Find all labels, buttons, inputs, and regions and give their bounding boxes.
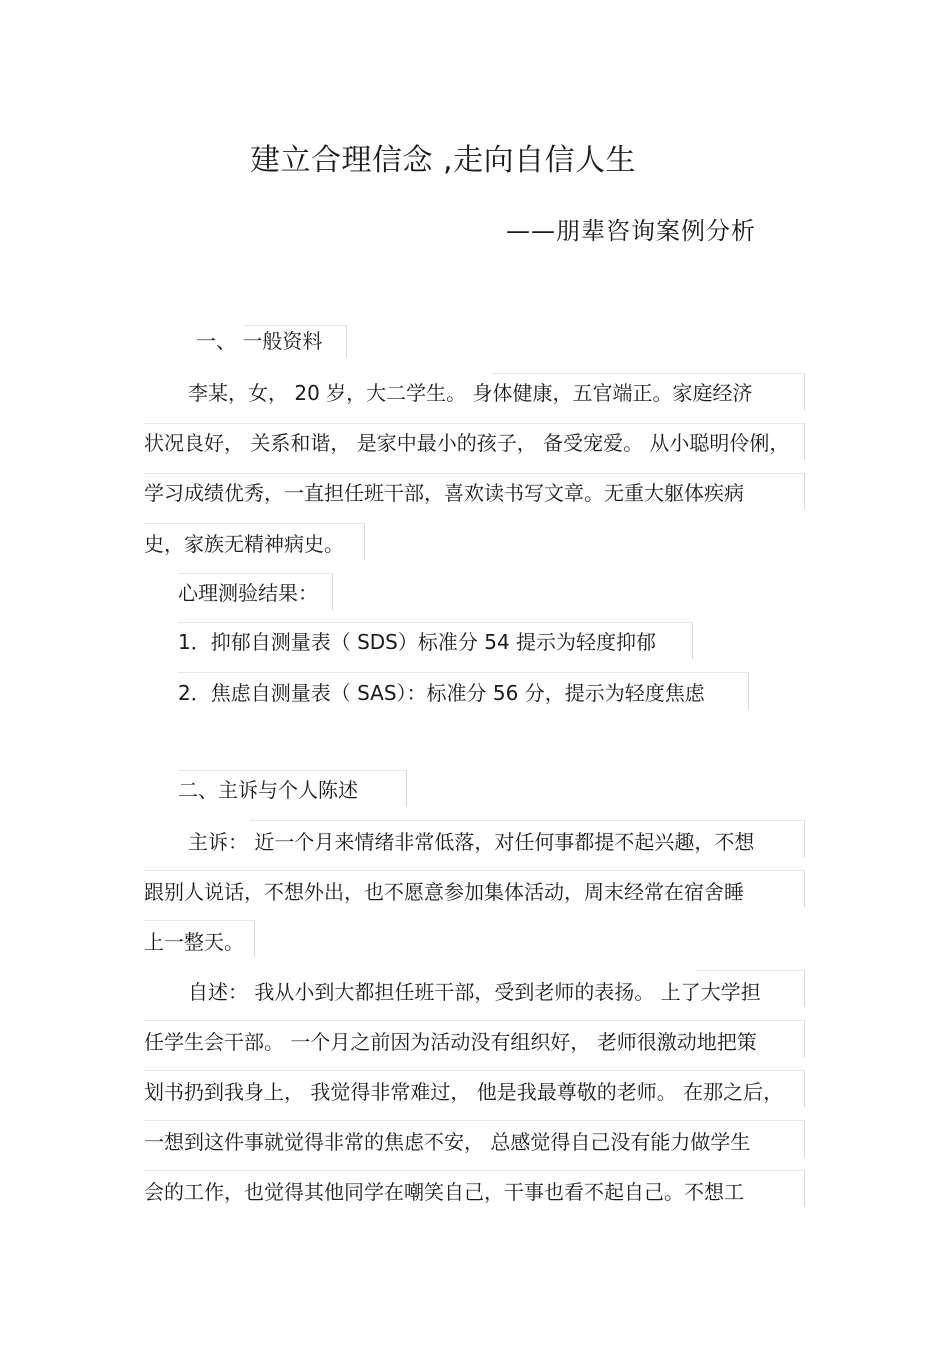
section-heading-general-info: 一、 一般资料 [196,329,323,353]
document-subtitle: ——朋辈咨询案例分析 [506,217,756,245]
statement-line: 任学生会干部。 一个月之前因为活动没有组织好， 老师很激动地把策 [144,1030,757,1054]
document-title: 建立合理信念 ,走向自信人生 [250,143,637,178]
paragraph-line: 状况良好， 关系和谐， 是家中最小的孩子， 备受宠爱。 从小聪明伶俐， [144,431,790,455]
statement-line: 一想到这件事就觉得非常的焦虑不安， 总感觉得自己没有能力做学生 [144,1130,751,1154]
statement-line: 划书扔到我身上， 我觉得非常难过， 他是我最尊敬的老师。 在那之后， [144,1080,784,1104]
complaint-line: 上一整天。 [144,930,244,954]
test-result-sds: 1．抑郁自测量表（ SDS）标准分 54 提示为轻度抑郁 [178,630,657,654]
complaint-line: 主诉： 近一个月来情绪非常低落，对任何事都提不起兴趣，不想 [188,830,755,854]
complaint-line: 跟别人说话，不想外出，也不愿意参加集体活动，周末经常在宿舍睡 [144,880,744,904]
paragraph-line: 史，家族无精神病史。 [144,532,344,556]
test-results-heading: 心理测验结果： [178,581,318,605]
section-heading-complaint: 二、主诉与个人陈述 [178,778,358,802]
paragraph-line: 学习成绩优秀，一直担任班干部，喜欢读书写文章。无重大躯体疾病 [144,481,744,505]
statement-line: 自述： 我从小到大都担任班干部，受到老师的表扬。 上了大学担 [188,980,761,1004]
statement-line: 会的工作，也觉得其他同学在嘲笑自己，干事也看不起自己。不想工 [144,1180,744,1204]
paragraph-line: 李某，女， 20 岁，大二学生。 身体健康，五官端正。家庭经济 [188,381,753,405]
test-result-sas: 2．焦虑自测量表（ SAS）：标准分 56 分，提示为轻度焦虑 [178,681,705,705]
